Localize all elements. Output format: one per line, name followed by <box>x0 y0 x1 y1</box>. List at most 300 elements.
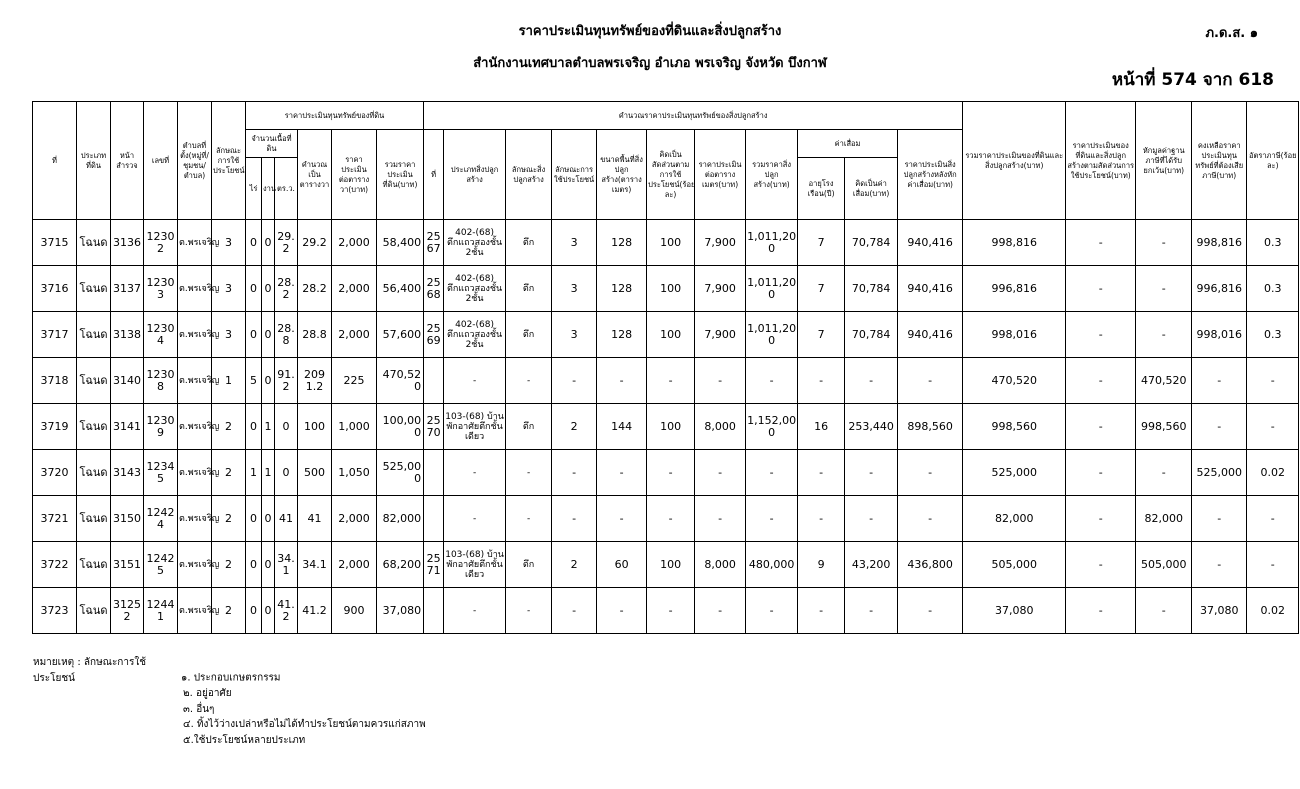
note-item-5: ๕.ใช้ประโยชน์หลายประเภท <box>183 734 306 746</box>
table-row <box>33 450 1299 496</box>
cell-age: 7 <box>798 266 845 312</box>
cell-b-price: 8,000 <box>695 404 746 450</box>
cell-b-kind: ตึก <box>506 266 552 312</box>
table-row <box>33 542 1299 588</box>
cell-ngan: 0 <box>262 312 275 358</box>
cell-depr: - <box>845 588 898 634</box>
cell-doc-no: 12441 <box>144 588 178 634</box>
cell-b-kind: ตึก <box>506 312 552 358</box>
cell-prop: - <box>1066 404 1136 450</box>
cell-b-kind: ตึก <box>506 404 552 450</box>
cell-ngan: 0 <box>262 496 275 542</box>
table-row <box>33 496 1299 542</box>
cell-b-total: 1,011,200 <box>746 312 798 358</box>
cell-price-wa: 900 <box>332 588 377 634</box>
cell-base: 996,816 <box>1192 266 1247 312</box>
cell-land-type: โฉนด <box>77 266 111 312</box>
cell-price-wa: 2,000 <box>332 266 377 312</box>
cell-b-kind: ตึก <box>506 542 552 588</box>
cell-doc-no: 12424 <box>144 496 178 542</box>
cell-b-pct: - <box>647 496 695 542</box>
cell-grand: 505,000 <box>963 542 1066 588</box>
cell-b-type: 103-(68) บ้านพักอาศัยตึกชั้นเดียว <box>444 404 506 450</box>
cell-price-wa: 1,050 <box>332 450 377 496</box>
document-subtitle: สำนักงานเทศบาลตำบลพรเจริญ อำเภอ พรเจริญ จังหวัด บึงกาฬ <box>473 56 827 71</box>
cell-b-kind: - <box>506 450 552 496</box>
col-sqwa-total: คำนวณเป็นตารางวา <box>298 130 332 220</box>
cell-ngan: 0 <box>262 542 275 588</box>
cell-survey-page: 3151 <box>111 542 144 588</box>
col-building-area: ขนาดพื้นที่สิ่งปลูกสร้าง(ตารางเมตร) <box>597 130 647 220</box>
cell-prop: - <box>1066 312 1136 358</box>
cell-depr: - <box>845 358 898 404</box>
cell-base: - <box>1192 404 1247 450</box>
cell-price-wa: 1,000 <box>332 404 377 450</box>
cell-depr: 253,440 <box>845 404 898 450</box>
cell-exempt: - <box>1136 588 1192 634</box>
cell-location: ต.พรเจริญ <box>178 588 212 634</box>
cell-age: - <box>798 358 845 404</box>
cell-survey-page: 3143 <box>111 450 144 496</box>
cell-price-wa: 2,000 <box>332 220 377 266</box>
col-group-building: คำนวณราคาประเมินทุนทรัพย์ของสิ่งปลูกสร้าง <box>424 102 963 130</box>
cell-rate: - <box>1247 404 1299 450</box>
cell-usage: 2 <box>212 588 246 634</box>
cell-b-no <box>424 358 444 404</box>
cell-after-depr: 940,416 <box>898 220 963 266</box>
cell-doc-no: 12304 <box>144 312 178 358</box>
col-group-land: ราคาประเมินทุนทรัพย์ของที่ดิน <box>246 102 424 130</box>
col-building-after-depreciation: ราคาประเมินสิ่งปลูกสร้างหลังหักค่าเสื่อม(บาท) <box>898 130 963 220</box>
cell-land-total: 57,600 <box>377 312 424 358</box>
cell-b-price: - <box>695 450 746 496</box>
cell-exempt: 470,520 <box>1136 358 1192 404</box>
cell-wa: 41 <box>275 496 298 542</box>
cell-land-total: 37,080 <box>377 588 424 634</box>
cell-age: - <box>798 496 845 542</box>
cell-rate: - <box>1247 496 1299 542</box>
cell-land-total: 100,000 <box>377 404 424 450</box>
cell-rate: 0.02 <box>1247 588 1299 634</box>
col-land-total: รวมราคาประเมินที่ดิน(บาท) <box>377 130 424 220</box>
cell-b-usage: 2 <box>552 542 597 588</box>
cell-usage: 2 <box>212 496 246 542</box>
cell-b-area: 128 <box>597 220 647 266</box>
cell-b-no <box>424 588 444 634</box>
cell-survey-page: 3140 <box>111 358 144 404</box>
cell-no: 3719 <box>33 404 77 450</box>
cell-b-pct: 100 <box>647 220 695 266</box>
col-building-total: รวมราคาสิ่งปลูกสร้าง(บาท) <box>746 130 798 220</box>
cell-land-type: โฉนด <box>77 450 111 496</box>
cell-exempt: 82,000 <box>1136 496 1192 542</box>
cell-doc-no: 12345 <box>144 450 178 496</box>
cell-rai: 0 <box>246 588 262 634</box>
cell-b-price: - <box>695 588 746 634</box>
cell-location: ต.พรเจริญ <box>178 496 212 542</box>
cell-b-no <box>424 496 444 542</box>
note-item-3: ๓. อื่นๆ <box>183 703 215 715</box>
cell-b-area: 128 <box>597 312 647 358</box>
cell-b-total: 1,011,200 <box>746 220 798 266</box>
cell-prop: - <box>1066 496 1136 542</box>
cell-price-wa: 2,000 <box>332 312 377 358</box>
cell-b-total: - <box>746 588 798 634</box>
cell-survey-page: 3136 <box>111 220 144 266</box>
notes <box>33 655 426 748</box>
cell-ngan: 1 <box>262 404 275 450</box>
cell-no: 3718 <box>33 358 77 404</box>
col-building-type: ประเภทสิ่งปลูกสร้าง <box>444 130 506 220</box>
cell-usage: 3 <box>212 266 246 312</box>
cell-location: ต.พรเจริญ <box>178 220 212 266</box>
cell-after-depr: 898,560 <box>898 404 963 450</box>
cell-wa: 28.2 <box>275 266 298 312</box>
cell-location: ต.พรเจริญ <box>178 312 212 358</box>
cell-sqwa: 34.1 <box>298 542 332 588</box>
cell-base: - <box>1192 496 1247 542</box>
cell-sqwa: 2091.2 <box>298 358 332 404</box>
cell-wa: 41.2 <box>275 588 298 634</box>
cell-sqwa: 28.2 <box>298 266 332 312</box>
cell-sqwa: 41.2 <box>298 588 332 634</box>
cell-b-usage: 2 <box>552 404 597 450</box>
cell-depr: 70,784 <box>845 312 898 358</box>
cell-usage: 3 <box>212 220 246 266</box>
cell-b-price: - <box>695 358 746 404</box>
cell-after-depr: - <box>898 496 963 542</box>
cell-survey-page: 3150 <box>111 496 144 542</box>
table-row <box>33 588 1299 634</box>
cell-depr: - <box>845 450 898 496</box>
cell-rai: 0 <box>246 312 262 358</box>
cell-base: - <box>1192 542 1247 588</box>
cell-b-pct: 100 <box>647 404 695 450</box>
col-grand-total: รวมราคาประเมินของที่ดินและสิ่งปลูกสร้าง(บาท) <box>963 102 1066 220</box>
cell-no: 3716 <box>33 266 77 312</box>
cell-rate: 0.3 <box>1247 312 1299 358</box>
cell-doc-no: 12425 <box>144 542 178 588</box>
cell-after-depr: - <box>898 450 963 496</box>
cell-price-wa: 2,000 <box>332 542 377 588</box>
cell-land-type: โฉนด <box>77 312 111 358</box>
cell-rai: 0 <box>246 220 262 266</box>
table-row <box>33 220 1299 266</box>
cell-land-type: โฉนด <box>77 220 111 266</box>
cell-sqwa: 100 <box>298 404 332 450</box>
cell-doc-no: 12303 <box>144 266 178 312</box>
cell-rai: 5 <box>246 358 262 404</box>
cell-b-area: 128 <box>597 266 647 312</box>
col-building-price-sqm: ราคาประเมินต่อตารางเมตร(บาท) <box>695 130 746 220</box>
cell-b-pct: 100 <box>647 542 695 588</box>
cell-doc-no: 12309 <box>144 404 178 450</box>
cell-b-usage: 3 <box>552 220 597 266</box>
col-survey-page: หน้าสำรวจ <box>111 102 144 220</box>
cell-no: 3717 <box>33 312 77 358</box>
cell-location: ต.พรเจริญ <box>178 358 212 404</box>
cell-exempt: - <box>1136 220 1192 266</box>
cell-base: 37,080 <box>1192 588 1247 634</box>
cell-land-total: 470,520 <box>377 358 424 404</box>
col-no: ที่ <box>33 102 77 220</box>
cell-b-total: - <box>746 450 798 496</box>
cell-depr: 43,200 <box>845 542 898 588</box>
cell-wa: 91.2 <box>275 358 298 404</box>
cell-usage: 1 <box>212 358 246 404</box>
cell-land-total: 56,400 <box>377 266 424 312</box>
cell-b-usage: - <box>552 450 597 496</box>
cell-location: ต.พรเจริญ <box>178 450 212 496</box>
cell-b-kind: - <box>506 588 552 634</box>
cell-land-type: โฉนด <box>77 588 111 634</box>
cell-grand: 998,016 <box>963 312 1066 358</box>
col-proportion: ราคาประเมินของที่ดินและสิ่งปลูกสร้างตามสัดส่วนการใช้ประโยชน์(บาท) <box>1066 102 1136 220</box>
col-group-area: จำนวนเนื้อที่ดิน <box>246 130 298 158</box>
cell-b-type: - <box>444 450 506 496</box>
cell-prop: - <box>1066 220 1136 266</box>
cell-b-price: 7,900 <box>695 266 746 312</box>
cell-b-no: 2568 <box>424 266 444 312</box>
cell-usage: 2 <box>212 404 246 450</box>
cell-exempt: - <box>1136 266 1192 312</box>
cell-grand: 82,000 <box>963 496 1066 542</box>
col-building-usage: ลักษณะการใช้ประโยชน์ <box>552 130 597 220</box>
cell-b-pct: 100 <box>647 312 695 358</box>
cell-age: - <box>798 450 845 496</box>
cell-b-type: 103-(68) บ้านพักอาศัยตึกชั้นเดียว <box>444 542 506 588</box>
cell-sqwa: 500 <box>298 450 332 496</box>
cell-age: 9 <box>798 542 845 588</box>
cell-age: 16 <box>798 404 845 450</box>
col-price-per-wa: ราคาประเมินต่อตารางวา(บาท) <box>332 130 377 220</box>
cell-usage: 2 <box>212 450 246 496</box>
col-exemption: หักมูลค่าฐานภาษีที่ได้รับยกเว้น(บาท) <box>1136 102 1192 220</box>
cell-rate: 0.02 <box>1247 450 1299 496</box>
cell-land-total: 68,200 <box>377 542 424 588</box>
cell-ngan: 0 <box>262 266 275 312</box>
table-row <box>33 312 1299 358</box>
cell-b-no <box>424 450 444 496</box>
cell-grand: 998,816 <box>963 220 1066 266</box>
cell-rai: 0 <box>246 496 262 542</box>
col-rai: ไร่ <box>246 158 262 220</box>
cell-doc-no: 12308 <box>144 358 178 404</box>
cell-base: 998,016 <box>1192 312 1247 358</box>
cell-grand: 525,000 <box>963 450 1066 496</box>
cell-age: 7 <box>798 312 845 358</box>
cell-rai: 0 <box>246 542 262 588</box>
cell-ngan: 0 <box>262 358 275 404</box>
cell-b-type: - <box>444 588 506 634</box>
col-tax-rate: อัตราภาษี(ร้อยละ) <box>1247 102 1299 220</box>
cell-wa: 0 <box>275 450 298 496</box>
cell-b-area: - <box>597 496 647 542</box>
cell-grand: 37,080 <box>963 588 1066 634</box>
cell-b-usage: - <box>552 496 597 542</box>
col-age: อายุโรงเรือน(ปี) <box>798 158 845 220</box>
cell-age: 7 <box>798 220 845 266</box>
cell-no: 3720 <box>33 450 77 496</box>
cell-b-kind: - <box>506 496 552 542</box>
cell-b-type: 402-(68) ตึกแถวสองชั้น 2ชั้น <box>444 312 506 358</box>
cell-grand: 998,560 <box>963 404 1066 450</box>
form-code: ภ.ด.ส. ๑ <box>1205 26 1258 41</box>
cell-usage: 3 <box>212 312 246 358</box>
cell-location: ต.พรเจริญ <box>178 266 212 312</box>
cell-price-wa: 2,000 <box>332 496 377 542</box>
table-row <box>33 358 1299 404</box>
cell-doc-no: 12302 <box>144 220 178 266</box>
cell-b-no: 2569 <box>424 312 444 358</box>
cell-wa: 34.1 <box>275 542 298 588</box>
cell-sqwa: 28.8 <box>298 312 332 358</box>
cell-b-area: 144 <box>597 404 647 450</box>
cell-no: 3715 <box>33 220 77 266</box>
cell-land-type: โฉนด <box>77 542 111 588</box>
cell-b-price: - <box>695 496 746 542</box>
col-group-depreciation: ค่าเสื่อม <box>798 130 898 158</box>
cell-b-kind: - <box>506 358 552 404</box>
cell-base: 525,000 <box>1192 450 1247 496</box>
cell-land-total: 525,000 <box>377 450 424 496</box>
col-location: ตำบลที่ตั้ง(หมู่ที่/ชุมชน/ตำบล) <box>178 102 212 220</box>
cell-b-price: 7,900 <box>695 312 746 358</box>
cell-location: ต.พรเจริญ <box>178 404 212 450</box>
note-item-2: ๒. อยู่อาศัย <box>183 688 232 699</box>
cell-base: - <box>1192 358 1247 404</box>
cell-b-type: - <box>444 358 506 404</box>
cell-grand: 470,520 <box>963 358 1066 404</box>
cell-wa: 29.2 <box>275 220 298 266</box>
cell-b-no: 2570 <box>424 404 444 450</box>
col-building-kind: ลักษณะสิ่งปลูกสร้าง <box>506 130 552 220</box>
cell-ngan: 1 <box>262 450 275 496</box>
cell-ngan: 0 <box>262 588 275 634</box>
cell-age: - <box>798 588 845 634</box>
cell-land-total: 82,000 <box>377 496 424 542</box>
cell-b-pct: 100 <box>647 266 695 312</box>
cell-survey-page: 3137 <box>111 266 144 312</box>
cell-b-total: 480,000 <box>746 542 798 588</box>
cell-prop: - <box>1066 266 1136 312</box>
cell-wa: 28.8 <box>275 312 298 358</box>
cell-b-area: - <box>597 450 647 496</box>
cell-ngan: 0 <box>262 220 275 266</box>
cell-sqwa: 29.2 <box>298 220 332 266</box>
assessment-table <box>32 101 1299 634</box>
document-title: ราคาประเมินทุนทรัพย์ของที่ดินและสิ่งปลูกสร้าง <box>518 24 782 39</box>
cell-survey-page: 3141 <box>111 404 144 450</box>
cell-b-pct: - <box>647 358 695 404</box>
cell-b-total: - <box>746 496 798 542</box>
cell-b-usage: - <box>552 358 597 404</box>
table-row <box>33 266 1299 312</box>
cell-land-type: โฉนด <box>77 404 111 450</box>
col-tax-base: คงเหลือราคาประเมินทุนทรัพย์ที่ต้องเสียภาษี(บาท) <box>1192 102 1247 220</box>
cell-rate: - <box>1247 358 1299 404</box>
cell-b-no: 2567 <box>424 220 444 266</box>
cell-b-kind: ตึก <box>506 220 552 266</box>
cell-after-depr: - <box>898 358 963 404</box>
cell-b-type: 402-(68) ตึกแถวสองชั้น 2ชั้น <box>444 220 506 266</box>
cell-rate: - <box>1247 542 1299 588</box>
cell-no: 3721 <box>33 496 77 542</box>
col-doc-no: เลขที่ <box>144 102 178 220</box>
cell-after-depr: - <box>898 588 963 634</box>
cell-grand: 996,816 <box>963 266 1066 312</box>
cell-after-depr: 940,416 <box>898 266 963 312</box>
table-body <box>33 220 1299 634</box>
cell-depr: - <box>845 496 898 542</box>
cell-b-area: 60 <box>597 542 647 588</box>
col-ngan: งาน <box>262 158 275 220</box>
cell-b-no: 2571 <box>424 542 444 588</box>
cell-depr: 70,784 <box>845 266 898 312</box>
col-wa: ตร.ว. <box>275 158 298 220</box>
cell-land-total: 58,400 <box>377 220 424 266</box>
cell-wa: 0 <box>275 404 298 450</box>
col-building-no: ที่ <box>424 130 444 220</box>
cell-land-type: โฉนด <box>77 358 111 404</box>
cell-b-usage: - <box>552 588 597 634</box>
cell-b-price: 8,000 <box>695 542 746 588</box>
cell-base: 998,816 <box>1192 220 1247 266</box>
cell-after-depr: 436,800 <box>898 542 963 588</box>
cell-prop: - <box>1066 542 1136 588</box>
cell-depr: 70,784 <box>845 220 898 266</box>
cell-rai: 0 <box>246 266 262 312</box>
cell-b-price: 7,900 <box>695 220 746 266</box>
table-row <box>33 404 1299 450</box>
cell-b-area: - <box>597 358 647 404</box>
cell-exempt: - <box>1136 450 1192 496</box>
cell-survey-page: 3138 <box>111 312 144 358</box>
col-depreciation-amount: คิดเป็นค่าเสื่อม(บาท) <box>845 158 898 220</box>
note-item-1: ๑. ประกอบเกษตรกรรม <box>181 672 281 684</box>
cell-prop: - <box>1066 588 1136 634</box>
cell-land-type: โฉนด <box>77 496 111 542</box>
cell-no: 3723 <box>33 588 77 634</box>
col-usage: ลักษณะการใช้ประโยชน์ <box>212 102 246 220</box>
cell-b-area: - <box>597 588 647 634</box>
cell-exempt: - <box>1136 312 1192 358</box>
col-land-type: ประเภทที่ดิน <box>77 102 111 220</box>
notes-label: หมายเหตุ : ลักษณะการใช้ประโยชน์ <box>33 657 147 684</box>
cell-b-usage: 3 <box>552 266 597 312</box>
cell-prop: - <box>1066 358 1136 404</box>
cell-survey-page: 31252 <box>111 588 144 634</box>
cell-b-total: 1,011,200 <box>746 266 798 312</box>
cell-b-type: 402-(68) ตึกแถวสองชั้น 2ชั้น <box>444 266 506 312</box>
cell-rate: 0.3 <box>1247 266 1299 312</box>
cell-rate: 0.3 <box>1247 220 1299 266</box>
cell-after-depr: 940,416 <box>898 312 963 358</box>
page-info: หน้าที่ 574 จาก 618 <box>1111 70 1274 90</box>
cell-usage: 2 <box>212 542 246 588</box>
cell-b-total: - <box>746 358 798 404</box>
cell-exempt: 505,000 <box>1136 542 1192 588</box>
cell-location: ต.พรเจริญ <box>178 542 212 588</box>
cell-rai: 0 <box>246 404 262 450</box>
cell-b-usage: 3 <box>552 312 597 358</box>
cell-exempt: 998,560 <box>1136 404 1192 450</box>
cell-b-type: - <box>444 496 506 542</box>
cell-prop: - <box>1066 450 1136 496</box>
cell-b-pct: - <box>647 588 695 634</box>
cell-b-pct: - <box>647 450 695 496</box>
note-item-4: ๔. ทิ้งไว้ว่างเปล่าหรือไม่ได้ทำประโยชน์ตามควรแก่สภาพ <box>183 719 426 730</box>
